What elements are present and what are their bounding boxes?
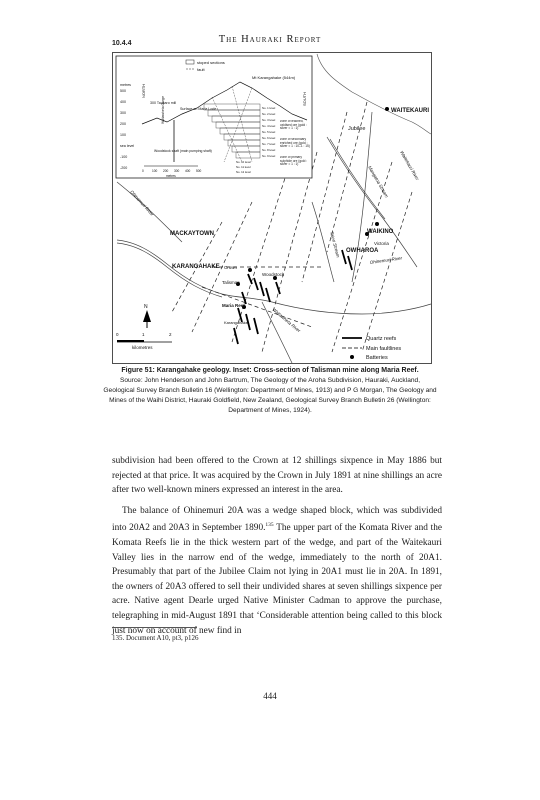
karangahake-geology-map [112, 52, 432, 364]
place-victoria: Victoria [374, 241, 389, 246]
svg-text:No. 10 level: No. 10 level [236, 160, 251, 164]
svg-text:2: 2 [169, 332, 172, 337]
svg-text:300 Taukaro mill: 300 Taukaro mill [150, 101, 177, 105]
svg-text:No. 1 level: No. 1 level [262, 106, 276, 110]
footnote: 135. Document A10, pt3, p126 [112, 634, 199, 642]
paragraph: subdivision had been offered to the Crown at 12 shillings sixpence in May 1886 but rejected at that price. It was acquired by the Crown in July 1891 at nine shillings an acre after two well-known miners expressed an interest in the area. [112, 456, 442, 496]
place-waitekauri: WAITEKAURI [391, 108, 429, 114]
svg-text:500: 500 [196, 169, 202, 173]
svg-text:SOUTH: SOUTH [302, 92, 307, 106]
svg-text:No. 3 level: No. 3 level [262, 118, 276, 122]
svg-text:-100: -100 [120, 155, 128, 159]
svg-text:No. 12 level: No. 12 level [236, 170, 251, 174]
footnote-divider [112, 627, 197, 628]
svg-text:Waitawheta Gorge: Waitawheta Gorge [161, 96, 165, 124]
svg-text:100: 100 [120, 133, 126, 137]
svg-text:100: 100 [152, 169, 158, 173]
svg-text:No. 11 level: No. 11 level [236, 165, 251, 169]
place-jubilee: Jubilee [348, 126, 366, 132]
caption-source-line: Source: John Henderson and John Bartrum, The Geology of the Aroha Subdivision, Hauraki, Auckland, [119, 377, 421, 384]
svg-text:No. 2 level: No. 2 level [262, 112, 276, 116]
legend-quartz-reefs: Quartz reefs [366, 336, 397, 342]
svg-text:No. 5 level: No. 5 level [262, 130, 276, 134]
place-waikino: WAIKINO [367, 229, 394, 235]
river-label-waitawheta: Waitawheta River [271, 306, 302, 334]
river-label-ohinemuri-west: Ohinemuri River [129, 189, 155, 217]
svg-text:No. 9 level: No. 9 level [262, 154, 276, 158]
place-karangahake-small: Karangahake [224, 320, 248, 325]
svg-text:N: N [144, 304, 148, 310]
svg-text:No. 7 level: No. 7 level [262, 142, 276, 146]
svg-text:Woodstock shaft (main pumping: Woodstock shaft (main pumping shaft) [154, 149, 212, 153]
place-woodstock: Woodstock [262, 272, 285, 277]
place-maria-reef: Maria Reef [222, 303, 245, 308]
svg-text:sea level: sea level [120, 144, 135, 148]
caption-source-line: Department of Mines, 1924). [228, 407, 312, 414]
svg-text:200: 200 [163, 169, 169, 173]
svg-text:No. 4 level: No. 4 level [262, 124, 276, 128]
svg-text:400: 400 [120, 100, 126, 104]
place-owharoa: OWHAROA [346, 248, 379, 254]
svg-text:400: 400 [185, 169, 191, 173]
legend-batteries: Batteries [366, 355, 388, 361]
body-text [112, 454, 442, 638]
svg-text:0: 0 [142, 169, 144, 173]
svg-text:Surface on Maria Lode: Surface on Maria Lode [180, 107, 217, 111]
svg-text:300: 300 [120, 111, 126, 115]
svg-text:Mt Karangahake (544m): Mt Karangahake (544m) [252, 75, 296, 80]
river-label-waitekauri: Waitekauri River [399, 150, 420, 182]
page-number: 444 [263, 691, 277, 701]
caption-source-line: Geological Survey Branch Bulletin 16 (Wellington: Department of Mines, 1913) and P G Morgan, The Geology and [103, 387, 437, 394]
svg-text:500: 500 [120, 89, 126, 93]
caption-source-line: Mines of the Waihi District, Hauraki Goldfield, New Zealand, Geological Survey Branch Bulletin 26 (Wellington: [109, 397, 431, 404]
legend-main-faultlines: Main faultlines [366, 346, 402, 352]
section-number: 10.4.4 [112, 40, 132, 47]
svg-text:kilometres: kilometres [132, 345, 153, 350]
paragraph: The balance of Ohinemuri 20A was a wedge shaped block, which was subdivided into 20A2 and 20A3 in September 1890.$^{135}$ The upper part of the Komata River and the Komata Reefs lie in the thick western part of the wedge, and part of the Waitekauri Valley lies in the narrow end of the wedge, immediately to the north of 20A1. Presumably that part of the Jubilee Claim not lying in 20A1 must lie in 20A. In 1891, the owners of 20A3 offered to sell their undivided shares at seven shillings sixpence per acre. Native agent Dearle urged Native Minister Cadman to approve the purchase, telegraphing in mid-August 1891 that ‘Considerable attention being called to this block just now on account of new find in [112, 505, 442, 636]
svg-text:0: 0 [116, 332, 119, 337]
svg-text:-200: -200 [120, 166, 128, 170]
river-label-mangatoa: Mangatoa Stream [367, 165, 390, 199]
river-label-taieri: Taieri Stream [329, 230, 341, 258]
river-label-ohinemuri-east: Ohinemuri River [369, 255, 403, 265]
inset-cross-section: stoped sections fault NORTH SOUTH metres 500 400 300 200 100 sea level -100 -200 Mt Karangahake (544m) 300 Taukaro mill Surface on Maria Lode Waitawheta Gorge Woodstock shaft (main pumping shaft) No. 1 level No. 2 level No. 3 level No. 4 level No. 5 level No. 6 level No. 7 level No. 8 level No. 9 level No. 10 level No. 11 level No. 12 level zone of leached, oxidised ore (gold : silver = 1 : 1) zone of secondary enriched ore (gold : silver = 1 : 10–1 : 15) zone of primary sulphide ore (gold : silver = 1 : 1) 0 100 200 300 400 500 metres [116, 56, 312, 178]
svg-text:300: 300 [174, 169, 180, 173]
svg-text:metres: metres [166, 174, 176, 178]
svg-text:fault: fault [197, 67, 205, 72]
svg-text:stoped sections: stoped sections [197, 60, 225, 65]
svg-text:No. 8 level: No. 8 level [262, 148, 276, 152]
footnote-ref[interactable]: 135 [265, 522, 274, 529]
svg-text:1: 1 [142, 332, 145, 337]
svg-text:metres: metres [120, 83, 131, 87]
place-mackaytown: MACKAYTOWN [170, 231, 215, 237]
running-title: The Hauraki Report [218, 34, 322, 45]
svg-text:200: 200 [120, 122, 126, 126]
place-crown: Crown [224, 265, 238, 270]
svg-text:No. 6 level: No. 6 level [262, 136, 276, 140]
svg-text:NORTH: NORTH [141, 83, 146, 98]
caption-title: Figure 51: Karangahake geology. Inset: Cross-section of Talisman mine along Maria Reef. [121, 367, 419, 374]
figure-caption [100, 366, 440, 416]
place-karangahake: KARANGAHAKE [172, 264, 220, 270]
place-talisman: Talisman [222, 280, 240, 285]
